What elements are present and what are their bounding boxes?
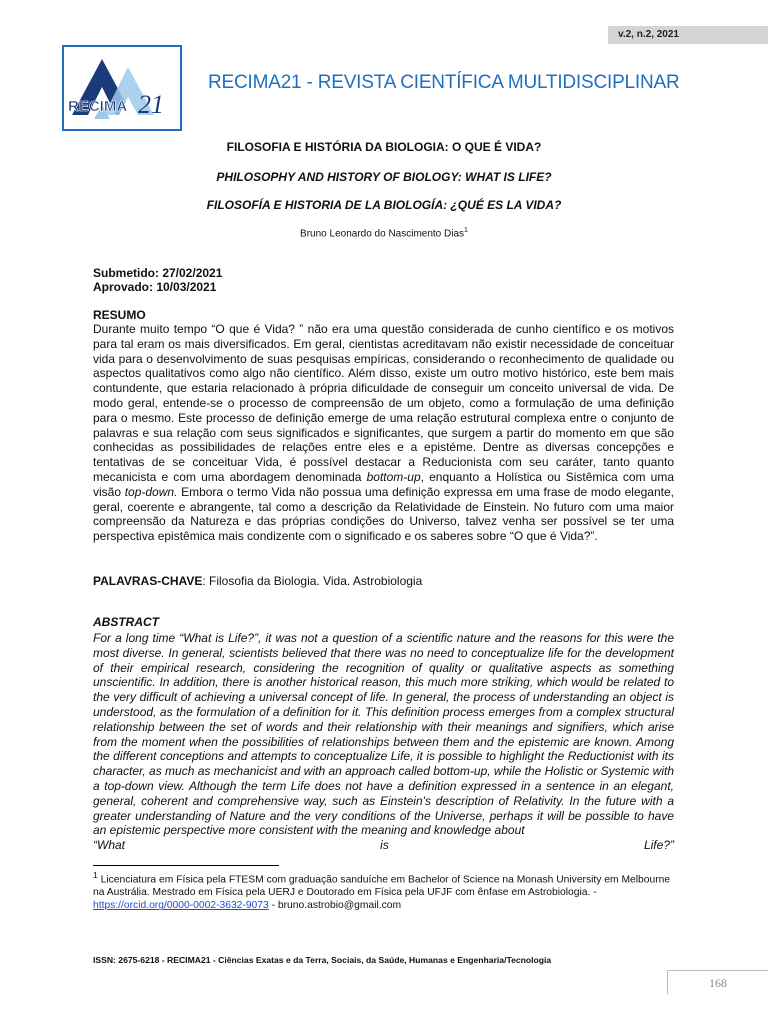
- author-line: [0, 227, 768, 239]
- author-name: Bruno Leonardo do Nascimento Dias: [300, 228, 465, 240]
- author-footnote-mark[interactable]: 1: [464, 227, 468, 234]
- footnote-divider: [93, 865, 279, 866]
- page-number: 168: [667, 970, 768, 994]
- orcid-link[interactable]: https://orcid.org/0000-0002-3632-9073: [93, 900, 269, 912]
- journal-logo: [62, 45, 182, 131]
- footnote: $^1$ Licenciatura em Física pela FTESM com graduação sanduíche em Bachelor of Science na Monash University em Melbourne na Austrália. Mestrado em Física pela UERJ e Doutorado em Física pela UFJF com ênfase em Astrobiologia. - https://orcid.org/0000-0002-3632-9073 - bruno.astrobio@gmail.com: [93, 870, 671, 912]
- title-en: PHILOSOPHY AND HISTORY OF BIOLOGY: WHAT IS LIFE?: [216, 170, 552, 184]
- abstract-heading: ABSTRACT: [93, 615, 159, 629]
- resumo-body: Durante muito tempo “O que é Vida? ” não era uma questão considerada de cunho científico e os motivos para tal eram os mais diversificados. Em geral, cientistas acreditavam não existir necessidade de conceituar vida para o desenvolvimento de suas pesquisas empíricas, considerando o reconhecimento de qualidade ou aspectos qualitativos como algo não científico. Além disso, existe um outro motivo histórico, este bem mais contundente, que estaria relacionado à própria dificuldade de conseguir um conceito universal de vida. De modo geral, entende-se o processo de compreensão de um objeto, como a formulação de uma definição para o mesmo. Este processo de definição emerge de uma relação estrutural complexa entre o conjunto de palavras e sua relação com seus significados e significantes, que surgem a partir do momento em que são conhecidas as possibilidades de relações entre eles e a epistéme. Dentre as diversas concepções e tentativas de se conceituar Vida, é possível destacar a Reducionista com seu caráter, tanto quanto mecanicista e com uma abordagem denominada bottom-up, enquanto a Holística ou Sistêmica com uma visão top-down. Embora o termo Vida não possua uma definição expressa em uma frase de modo elegante, geral, coerente e abrangente, tal como a descrição da Relatividade de Einstein. No futuro com uma maior compreensão da Natureza e das próprias condições do Universo, talvez venha ser possível se ter uma perspectiva epistêmica mais condizente com o significado e os saberes sobre “O que é Vida?”.: [93, 322, 674, 544]
- footer-issn: ISSN: 2675-6218 - RECIMA21 - Ciências Exatas e da Terra, Sociais, da Saúde, Humanas e Engenharia/Tecnologia: [93, 955, 552, 965]
- abstract-body: For a long time “What is Life?”, it was not a question of a scientific nature and the reasons for this were the most diverse. In general, scientists believed that there was no need to conceptualize life for the development of their empirical research, considering the recognition of quality or qualitative aspects as something unscientific. In addition, there is another historical reason, this much more striking, which would be related to the very difficult of achieving a universal concept of life. In general, the process of understanding an object is understood, as the formulation of a definition for it. This definition process emerges from a complex structural relationship between the set of words and their relationship with their meanings and signifiers, which arise from the moment when the possibilities of relationships between them and the epistemic are known. Among the different conceptions and attempts to conceptualize Life, it is possible to highlight the Reductionist with its character, as much as mechanicist and with an approach called bottom-up, while the Holistic or Systemic with a top-down view. Although the term Life does not have a definition expressed in a sentence in an elegant, general, coherent and comprehensive way, such as Einstein's description of Relativity. In the future with a greater understanding of Nature and the very conditions of the Universe, perhaps it will be possible to have an epistemic perspective more consistent with the meaning and knowledge about “What is Life?”: [93, 631, 674, 853]
- journal-title: RECIMA21 - REVISTA CIENTÍFICA MULTIDISCIPLINAR: [208, 72, 680, 93]
- title-pt: FILOSOFIA E HISTÓRIA DA BIOLOGIA: O QUE É VIDA?: [226, 140, 542, 154]
- resumo-heading: RESUMO: [93, 308, 146, 322]
- logo-triangles-icon: [64, 47, 180, 129]
- abstract-last-line: “What is Life?”: [93, 838, 674, 853]
- submission-dates: [93, 266, 222, 294]
- issue-badge: v.2, n.2, 2021: [608, 26, 768, 44]
- approved-date: Aprovado: 10/03/2021: [93, 280, 217, 294]
- logo-wordmark: RECIMA: [68, 98, 128, 115]
- submitted-date: Submetido: 27/02/2021: [93, 266, 223, 280]
- keywords: [93, 574, 422, 588]
- footnote-mark: 1: [93, 870, 98, 880]
- logo-number: 21: [138, 90, 164, 119]
- keywords-label: PALAVRAS-CHAVE: [93, 574, 203, 588]
- keywords-text: : Filosofia da Biologia. Vida. Astrobiologia: [202, 574, 423, 588]
- author-email: - bruno.astrobio@gmail.com: [268, 900, 402, 912]
- title-es: FILOSOFÍA E HISTORIA DE LA BIOLOGÍA: ¿QUÉ ES LA VIDA?: [206, 198, 562, 212]
